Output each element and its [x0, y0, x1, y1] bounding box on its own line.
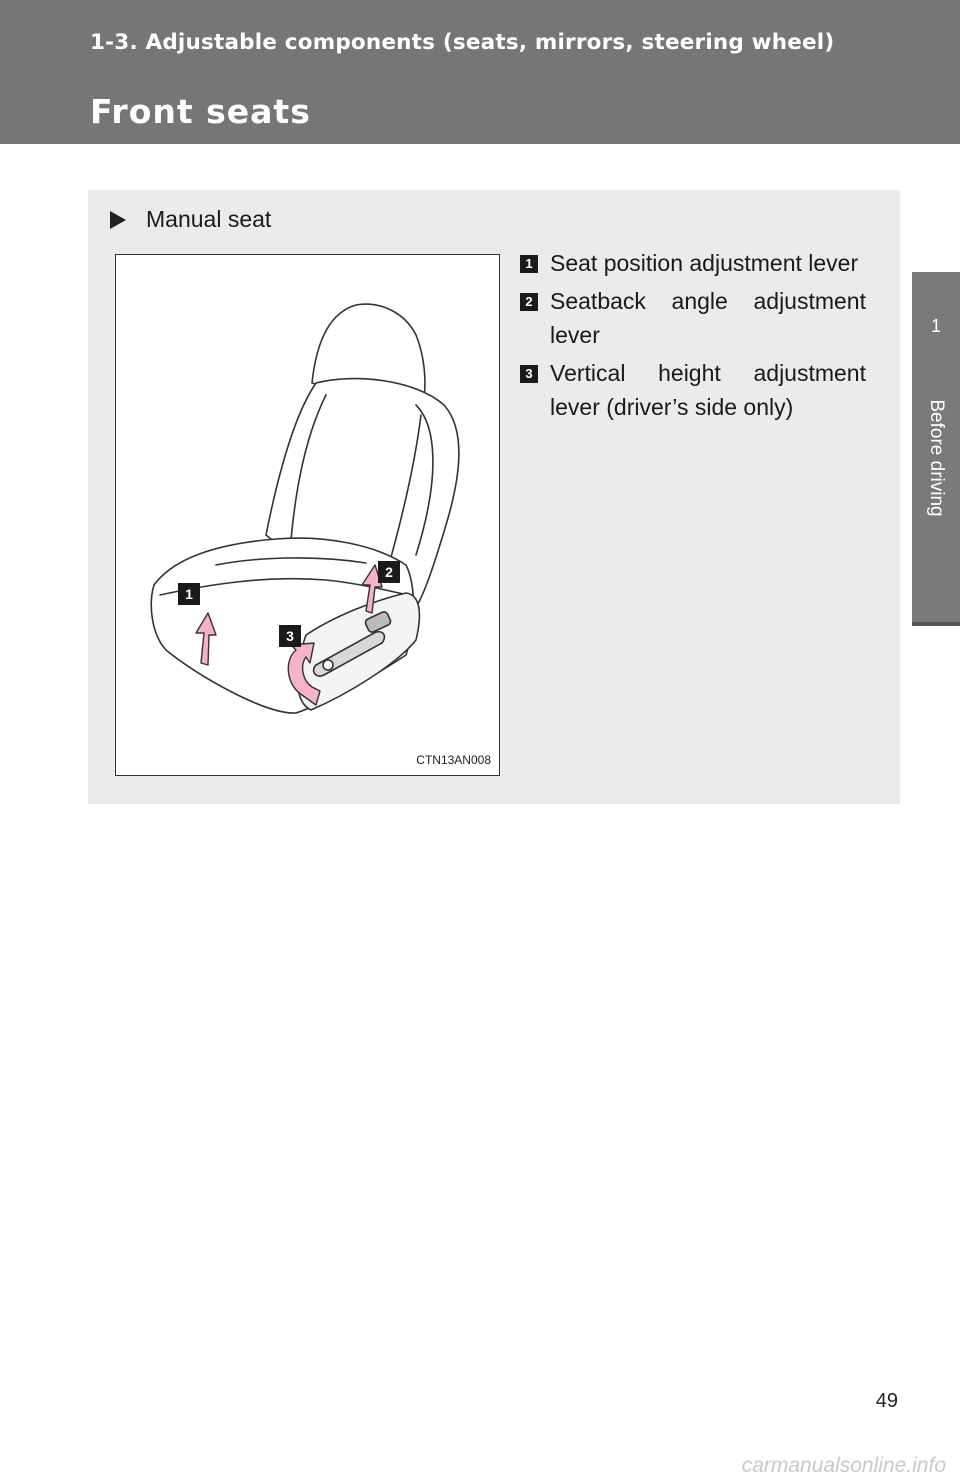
list-item	[520, 284, 866, 352]
manual-seat-heading	[108, 206, 271, 233]
chapter-label: Before driving	[926, 399, 947, 517]
callout-2-label: 2	[385, 564, 393, 580]
page-title: Front seats	[90, 92, 311, 131]
manual-seat-label: Manual seat	[146, 206, 272, 232]
item-text: Seatback angle adjustment lever	[550, 288, 866, 348]
list-item	[520, 246, 866, 280]
callout-1-label: 1	[185, 586, 193, 602]
watermark[interactable]: carmanualsonline.info	[741, 1454, 946, 1477]
item-number-badge: 2	[520, 293, 538, 311]
item-number-badge: 1	[520, 255, 538, 273]
triangle-bullet-icon	[110, 211, 126, 229]
item-text: Vertical height adjustment lever (driver’s side only)	[550, 360, 866, 420]
list-item	[520, 356, 866, 424]
chapter-tab-edge	[912, 622, 960, 626]
page-number: 49	[875, 1390, 898, 1412]
item-text: Seat position adjustment lever	[550, 250, 859, 276]
seat-illustration	[115, 254, 500, 776]
chapter-number: 1	[930, 316, 941, 336]
callout-3-label: 3	[286, 628, 294, 644]
item-number-badge: 3	[520, 365, 538, 383]
car-seat-icon	[116, 255, 499, 775]
figure-code: CTN13AN008	[416, 753, 491, 767]
item-list	[520, 246, 866, 428]
section-title: 1-3. Adjustable components (seats, mirrors, steering wheel)	[90, 30, 835, 55]
